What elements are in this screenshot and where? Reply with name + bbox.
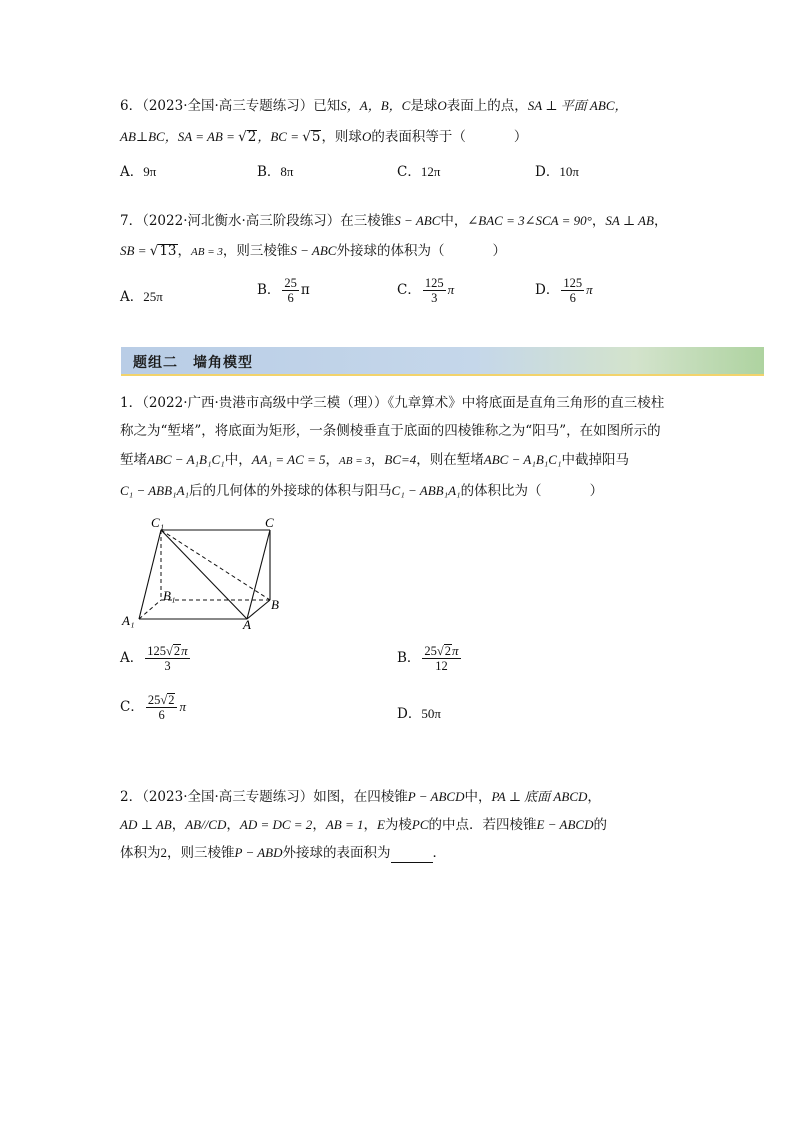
label-c1: C₁ bbox=[151, 515, 165, 530]
label-c: C bbox=[265, 515, 274, 530]
radicand: 2 bbox=[168, 693, 175, 707]
fraction-denominator: 6 bbox=[287, 291, 294, 305]
p2-number: 2． bbox=[120, 789, 143, 805]
p1-source: （2022·广西·贵港市高级中学三模（理）） bbox=[142, 395, 388, 411]
option-suffix: π bbox=[586, 282, 593, 297]
p1-number: 1． bbox=[120, 395, 143, 411]
edge-a1-b1 bbox=[139, 600, 161, 619]
p2-text: 的中点．若四棱锥 bbox=[428, 817, 537, 833]
p2-volume: 2 bbox=[160, 845, 167, 860]
edge-c1-b bbox=[161, 530, 270, 600]
p1-yangma: C₁ − ABB₁A₁ bbox=[120, 483, 190, 498]
q7-condition: SB = bbox=[120, 243, 150, 258]
q7-line-1 bbox=[120, 211, 667, 231]
fraction-denominator: 6 bbox=[158, 708, 165, 722]
option-fraction bbox=[145, 644, 189, 673]
p1-text: 堑堵 bbox=[120, 452, 147, 468]
option-label: C． bbox=[397, 282, 421, 298]
p1-prism: ABC − A₁B₁C₁ bbox=[483, 452, 562, 467]
q6-condition: SA ⊥ 平面 ABC， bbox=[527, 98, 628, 113]
q6-option-b[interactable] bbox=[257, 160, 294, 180]
radicand: 2 bbox=[173, 644, 181, 658]
p2-text: ， bbox=[587, 789, 601, 805]
fraction-denominator: 6 bbox=[569, 291, 576, 305]
q7-text: ， bbox=[591, 213, 606, 229]
prism-figure bbox=[118, 512, 293, 632]
q6-text: ） bbox=[513, 129, 528, 145]
p1-condition: AB = 3 bbox=[339, 455, 371, 467]
q6-radicand: 5 bbox=[311, 129, 321, 145]
q7-option-c[interactable] bbox=[397, 276, 454, 305]
p1-text: 中截掉阳马 bbox=[561, 452, 629, 468]
p1-text: ， bbox=[370, 452, 385, 468]
p1-option-b[interactable] bbox=[397, 644, 463, 673]
p2-text: ， bbox=[171, 817, 186, 833]
q7-option-d[interactable] bbox=[535, 276, 593, 305]
p1-text: ， bbox=[325, 452, 340, 468]
q7-text: ， bbox=[653, 213, 668, 229]
option-suffix: π bbox=[300, 282, 310, 298]
q6-number: 6． bbox=[120, 98, 143, 114]
q6-condition: AB⊥BC， bbox=[120, 129, 178, 144]
q7-condition: SA ⊥ AB bbox=[605, 213, 654, 228]
p2-condition: AB//CD bbox=[185, 817, 227, 832]
option-label: D． bbox=[535, 164, 560, 180]
q7-source: （2022·河北衡水·高三阶段练习） bbox=[142, 213, 341, 229]
pi-symbol: π bbox=[179, 699, 186, 714]
q7-option-b[interactable] bbox=[257, 276, 310, 305]
p2-line-2 bbox=[120, 815, 607, 835]
fraction-denominator: 3 bbox=[164, 659, 171, 673]
q7-number: 7． bbox=[120, 213, 143, 229]
p1-prism: ABC − A₁B₁C₁ bbox=[147, 452, 225, 467]
p1-condition: AA₁ = AC = 5 bbox=[251, 452, 326, 467]
option-fraction bbox=[146, 693, 178, 722]
p1-option-d[interactable] bbox=[397, 702, 441, 722]
option-label: A． bbox=[120, 164, 144, 180]
option-label: A． bbox=[120, 650, 144, 666]
p2-text: 的 bbox=[593, 817, 607, 833]
q6-text: 的表面积等于（ bbox=[371, 129, 466, 145]
p2-text: ， bbox=[363, 817, 377, 833]
option-fraction bbox=[423, 276, 446, 305]
p2-edge: PC bbox=[411, 817, 429, 832]
option-value: 10π bbox=[559, 164, 579, 179]
p2-text: 中， bbox=[464, 789, 492, 805]
p1-line-1 bbox=[120, 393, 664, 413]
option-value: 25π bbox=[143, 289, 163, 304]
q6-points: S，A，B，C bbox=[340, 98, 411, 113]
edge-c1-a1 bbox=[139, 530, 161, 619]
sqrt-symbol: √ bbox=[166, 644, 173, 658]
q6-line-2 bbox=[120, 127, 527, 147]
p2-condition: PA ⊥ 底面 ABCD bbox=[491, 789, 588, 804]
sqrt-symbol: √ bbox=[160, 693, 168, 707]
q7-pyramid: S − ABC bbox=[394, 213, 441, 228]
q6-source: （2023·全国·高三专题练习） bbox=[142, 98, 314, 114]
p2-source: （2023·全国·高三专题练习） bbox=[142, 789, 314, 805]
answer-blank[interactable] bbox=[391, 848, 433, 863]
option-label: C． bbox=[397, 164, 421, 180]
option-label: B． bbox=[397, 650, 421, 666]
label-b1: B₁ bbox=[163, 588, 176, 603]
p2-text: ， bbox=[312, 817, 326, 833]
p2-text: ． bbox=[432, 845, 447, 861]
q6-sphere: O bbox=[437, 98, 447, 113]
q7-option-a[interactable] bbox=[120, 285, 163, 305]
label-b: B bbox=[271, 597, 279, 612]
p2-pyramid: E − ABCD bbox=[536, 817, 594, 832]
p2-text: ， bbox=[226, 817, 240, 833]
fraction-numerator: 125 bbox=[563, 276, 583, 290]
q7-condition: ∠BAC = 3∠SCA = 90° bbox=[467, 213, 592, 228]
p1-line-2 bbox=[120, 421, 661, 441]
option-value: 12π bbox=[420, 164, 441, 179]
option-label: B． bbox=[257, 164, 281, 180]
p1-option-c[interactable] bbox=[120, 693, 186, 722]
p2-pyramid: P − ABD bbox=[234, 845, 283, 860]
p2-text: ，则三棱锥 bbox=[167, 845, 235, 861]
q6-option-a[interactable] bbox=[120, 160, 156, 180]
option-label: B． bbox=[257, 282, 281, 298]
q6-line-1 bbox=[120, 96, 628, 116]
p2-point: E bbox=[376, 817, 385, 832]
p1-line-4 bbox=[120, 481, 603, 501]
option-label: C． bbox=[120, 699, 144, 715]
coef: 125 bbox=[147, 644, 166, 658]
p1-text: 中， bbox=[224, 452, 252, 468]
option-label: D． bbox=[397, 706, 422, 722]
option-fraction bbox=[561, 276, 584, 305]
q7-pyramid: S − ABC bbox=[290, 243, 337, 258]
fraction-numerator bbox=[422, 644, 460, 659]
fraction-numerator: 125 bbox=[424, 276, 444, 290]
q6-condition: ，BC = bbox=[257, 129, 303, 144]
q7-radicand: 13 bbox=[159, 243, 177, 259]
p1-condition: BC=4 bbox=[384, 452, 417, 467]
p2-text: 如图，在四棱锥 bbox=[313, 789, 408, 805]
fraction-denominator: 3 bbox=[431, 291, 438, 305]
option-value: 50π bbox=[421, 706, 441, 721]
q6-text: ，则球 bbox=[321, 129, 362, 145]
q7-condition: AB = 3 bbox=[191, 246, 223, 258]
q6-text: 表面上的点， bbox=[446, 98, 528, 114]
q6-text: 已知 bbox=[313, 98, 341, 114]
q6-option-d[interactable] bbox=[535, 160, 579, 180]
edge-c1-a bbox=[161, 530, 247, 619]
q7-text: ， bbox=[177, 243, 192, 259]
q7-text: 在三棱锥 bbox=[340, 213, 395, 229]
sqrt-symbol: √ bbox=[436, 644, 444, 658]
edge-c-a bbox=[247, 530, 270, 619]
option-fraction bbox=[422, 644, 460, 673]
section-header bbox=[121, 347, 764, 376]
p1-text: 后的几何体的外接球的体积与阳马 bbox=[189, 483, 392, 499]
pi-symbol: π bbox=[452, 643, 459, 658]
option-suffix: π bbox=[447, 282, 455, 297]
p1-line-3 bbox=[120, 450, 629, 471]
fraction-denominator: 12 bbox=[435, 659, 448, 673]
q6-condition: SA = AB = bbox=[177, 129, 239, 144]
p2-line-1 bbox=[120, 787, 601, 807]
option-fraction bbox=[282, 276, 299, 305]
p1-text: 称之为“堑堵”，将底面为矩形，一条侧棱垂直于底面的四棱锥称之为“阳马”，在如图所示的 bbox=[120, 423, 661, 439]
option-label: D． bbox=[535, 282, 560, 298]
section-title: 题组二 墙角模型 bbox=[133, 355, 253, 371]
q6-radicand: 2 bbox=[247, 129, 257, 145]
q6-options bbox=[120, 160, 720, 190]
p1-text: ，则在堑堵 bbox=[416, 452, 484, 468]
q6-text: 是球 bbox=[410, 98, 438, 114]
q7-text: 中， bbox=[440, 213, 468, 229]
p1-text: ） bbox=[589, 483, 604, 499]
sqrt-symbol: √ bbox=[149, 243, 159, 259]
p2-condition: AD ⊥ AB bbox=[120, 817, 172, 832]
p2-text: 外接球的表面积为 bbox=[282, 845, 391, 861]
label-a1: A₁ bbox=[122, 613, 135, 628]
sqrt-symbol: √ bbox=[302, 129, 311, 145]
p2-condition: AD = DC = 2 bbox=[239, 817, 313, 832]
p1-option-a[interactable] bbox=[120, 644, 192, 673]
p2-line-3 bbox=[120, 843, 446, 863]
label-a: A bbox=[243, 617, 251, 632]
p2-text: 体积为 bbox=[120, 845, 161, 861]
p1-text: 《九章算术》中将底面是直角三角形的直三棱柱 bbox=[387, 395, 665, 411]
q6-option-c[interactable] bbox=[397, 160, 440, 180]
fraction-numerator bbox=[146, 693, 178, 708]
q7-line-2 bbox=[120, 241, 506, 262]
p2-text: 为棱 bbox=[384, 817, 412, 833]
option-value: 9π bbox=[143, 164, 157, 179]
q7-options bbox=[120, 276, 720, 306]
p2-pyramid: P − ABCD bbox=[407, 789, 465, 804]
fraction-numerator: 25 bbox=[284, 276, 297, 290]
p1-text: 的体积比为（ bbox=[460, 483, 542, 499]
coef: 25 bbox=[147, 693, 161, 707]
sqrt-symbol: √ bbox=[238, 129, 247, 145]
q7-text: 外接球的体积为（ bbox=[336, 243, 445, 259]
coef: 25 bbox=[424, 644, 437, 658]
p2-condition: AB = 1 bbox=[325, 817, 364, 832]
p1-yangma: C₁ − ABB₁A₁ bbox=[391, 483, 461, 498]
option-value: 8π bbox=[280, 164, 294, 179]
q6-sphere: O bbox=[361, 129, 372, 144]
fraction-numerator bbox=[145, 644, 189, 659]
q7-text: ） bbox=[492, 243, 506, 259]
q7-text: ，则三棱锥 bbox=[222, 243, 291, 259]
pi-symbol: π bbox=[181, 643, 188, 658]
radicand: 2 bbox=[444, 644, 452, 658]
option-label: A． bbox=[120, 289, 144, 305]
